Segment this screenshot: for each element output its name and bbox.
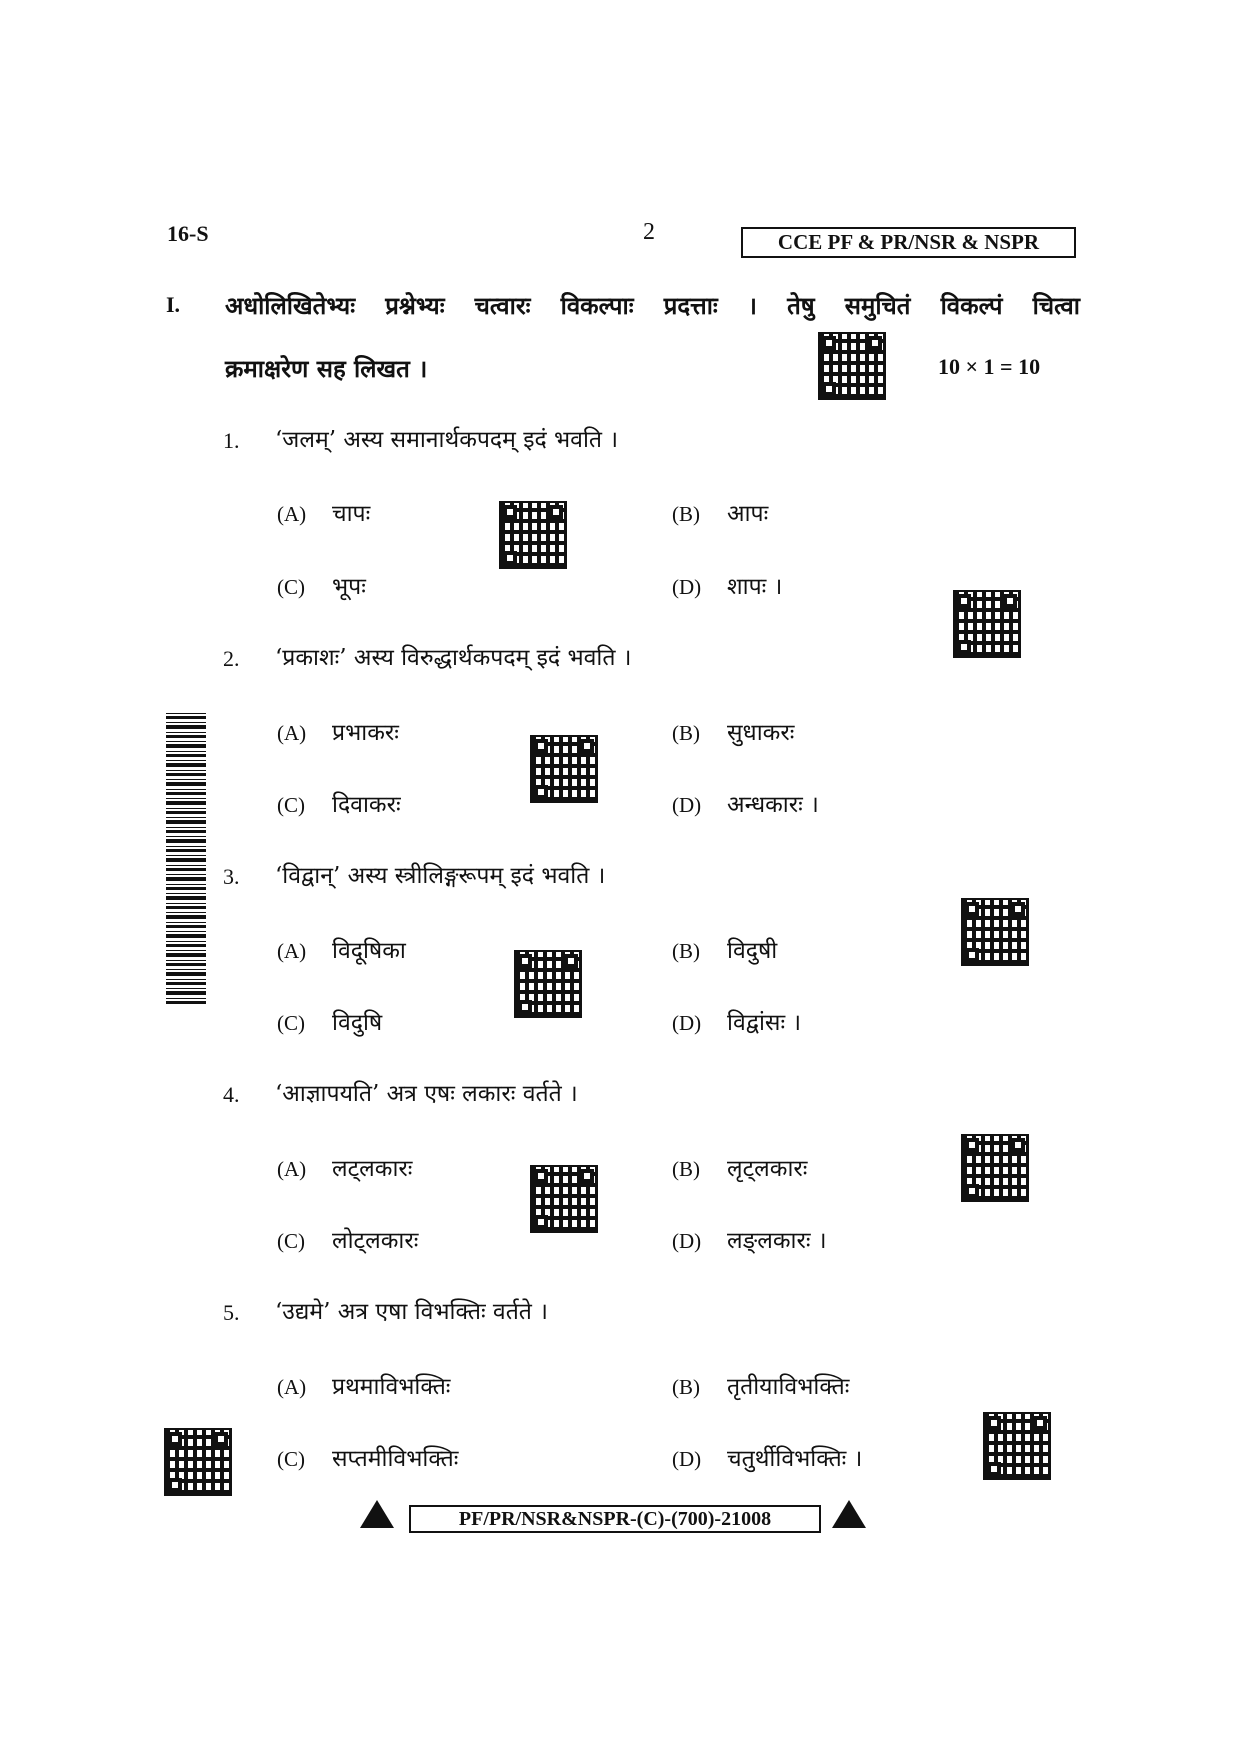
qr-code-icon	[499, 501, 567, 569]
option-label: (A)	[277, 1375, 307, 1399]
question-number: 3.	[223, 864, 240, 889]
qr-code-icon	[953, 590, 1021, 658]
question-text: ‘उद्यमे’ अत्र एषा विभक्तिः वर्तते ।	[275, 1299, 548, 1325]
question-number: 1.	[223, 428, 240, 453]
option-text: प्रथमाविभक्तिः	[332, 1374, 451, 1400]
option-label: (C)	[277, 793, 305, 817]
option-text: लट्लकारः	[332, 1156, 413, 1182]
option-label: (D)	[672, 1447, 702, 1471]
option-text: चतुर्थीविभक्तिः ।	[727, 1446, 863, 1472]
option-label: (B)	[672, 721, 700, 745]
option-text: शापः ।	[727, 574, 783, 600]
option-text: आपः	[727, 501, 769, 527]
option-label: (A)	[277, 1157, 307, 1181]
question-text: ‘विद्वान्’ अस्य स्त्रीलिङ्गरूपम् इदं भवति ।	[275, 863, 606, 889]
question-number: 2.	[223, 646, 240, 671]
question-number: 4.	[223, 1082, 240, 1107]
qr-code-icon	[961, 1134, 1029, 1202]
paper-code: 16-S	[167, 221, 209, 246]
question-number: 5.	[223, 1300, 240, 1325]
option-text: सप्तमीविभक्तिः	[332, 1446, 459, 1472]
option-text: तृतीयाविभक्तिः	[727, 1374, 850, 1400]
section-number: I.	[166, 292, 181, 317]
option-label: (A)	[277, 939, 307, 963]
option-label: (D)	[672, 575, 702, 599]
option-text: विदुषि	[332, 1010, 383, 1036]
option-text: लङ्लकारः ।	[727, 1228, 827, 1254]
option-label: (B)	[672, 1157, 700, 1181]
option-label: (C)	[277, 1229, 305, 1253]
question-text: ‘जलम्’ अस्य समानार्थकपदम् इदं भवति ।	[275, 427, 619, 453]
option-text: विदुषी	[727, 938, 778, 964]
option-label: (D)	[672, 1011, 702, 1035]
option-text: विदूषिका	[332, 938, 406, 964]
option-text: अन्धकारः ।	[727, 792, 819, 818]
option-text: विद्वांसः ।	[727, 1010, 802, 1036]
option-text: चापः	[332, 501, 371, 527]
option-text: प्रभाकरः	[332, 720, 399, 746]
question-text: ‘आज्ञापयति’ अत्र एषः लकारः वर्तते ।	[275, 1081, 578, 1107]
option-text: भूपः	[332, 574, 366, 600]
option-text: लोट्लकारः	[332, 1228, 419, 1254]
section-instruction-line2: क्रमाक्षरेण सह लिखत ।	[225, 354, 428, 383]
triangle-marker-icon	[832, 1500, 866, 1528]
option-label: (D)	[672, 793, 702, 817]
option-label: (B)	[672, 939, 700, 963]
triangle-marker-icon	[360, 1500, 394, 1528]
qr-code-icon	[164, 1428, 232, 1496]
option-text: दिवाकरः	[332, 792, 401, 818]
option-text: लृट्लकारः	[727, 1156, 808, 1182]
qr-code-icon	[514, 950, 582, 1018]
section-marks: 10 × 1 = 10	[938, 354, 1041, 379]
footer-code-box: PF/PR/NSR&NSPR-(C)-(700)-21008	[409, 1505, 821, 1533]
section-instruction-line1: अधोलिखितेभ्यः प्रश्नेभ्यः चत्वारः विकल्पाः प्रदत्ताः । तेषु समुचितं विकल्पं चित्वा	[225, 291, 1080, 320]
option-label: (C)	[277, 575, 305, 599]
option-label: (A)	[277, 502, 307, 526]
option-text: सुधाकरः	[727, 720, 795, 746]
option-label: (C)	[277, 1011, 305, 1035]
option-label: (A)	[277, 721, 307, 745]
page-number: 2	[643, 219, 655, 245]
qr-code-icon	[818, 332, 886, 400]
question-text: ‘प्रकाशः’ अस्य विरुद्धार्थकपदम् इदं भवति ।	[275, 645, 632, 671]
option-label: (B)	[672, 502, 700, 526]
qr-code-icon	[530, 735, 598, 803]
option-label: (D)	[672, 1229, 702, 1253]
option-label: (B)	[672, 1375, 700, 1399]
qr-code-icon	[961, 898, 1029, 966]
exam-code-box: CCE PF & PR/NSR & NSPR	[741, 227, 1076, 258]
barcode-icon	[166, 712, 206, 1004]
option-label: (C)	[277, 1447, 305, 1471]
qr-code-icon	[530, 1165, 598, 1233]
qr-code-icon	[983, 1412, 1051, 1480]
